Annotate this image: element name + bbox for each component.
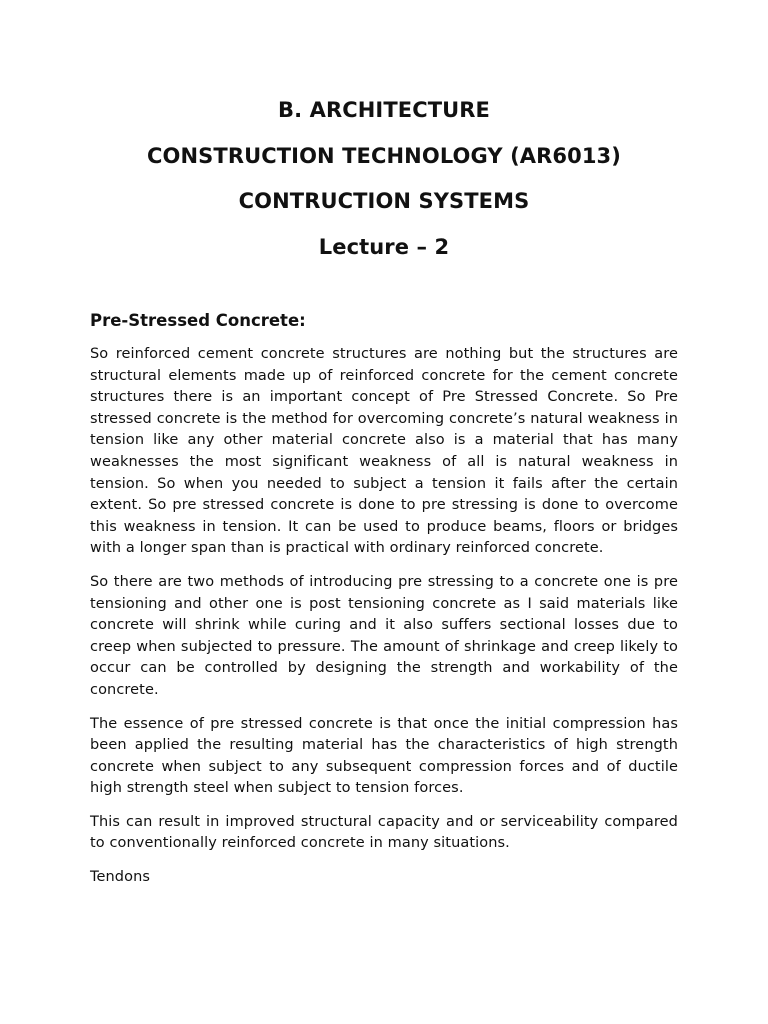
document-header xyxy=(0,88,768,270)
topic-heading: CONTRUCTION SYSTEMS xyxy=(238,189,530,213)
paragraph-essence: The essence of pre stressed concrete is that once the initial compression has been applied the resulting material has the characteristics of high strength concrete when subject to any subsequent compression forces and of ductile high strength steel when subject to tension forces. xyxy=(90,715,678,797)
paragraph-result: This can result in improved structural capacity and or serviceability compared to conventionally reinforced concrete in many situations. xyxy=(90,813,678,852)
paragraph-intro: So reinforced cement concrete structures are nothing but the structures are structural elements made up of reinforced concrete for the cement concrete structures there is an important concept of Pre Stressed Concrete. So Pre stressed concrete is the method for overcoming concrete’s natural weakness in tension like any other material concrete also is a material that has many weaknesses the most significant weakness of all is natural weakness in tension. So when you needed to subject a tension it fails after the certain extent. So pre stressed concrete is done to pre stressing is done to overcome this weakness in tension. It can be used to produce beams, floors or bridges with a longer span than is practical with ordinary reinforced concrete. xyxy=(90,346,678,557)
degree-heading: B. ARCHITECTURE xyxy=(278,98,490,122)
paragraph-methods: So there are two methods of introducing pre stressing to a concrete one is pre tensioning and other one is post tensioning concrete as I said materials like concrete will shrink while curing and it also suffers sectional losses due to creep when subjected to pressure. The amount of shrinkage and creep likely to occur can be controlled by designing the strength and workability of the concrete. xyxy=(90,573,678,698)
lecture-heading: Lecture – 2 xyxy=(318,234,450,259)
document-body xyxy=(90,306,678,901)
course-heading: CONSTRUCTION TECHNOLOGY (AR6013) xyxy=(147,143,621,168)
section-title: Pre-Stressed Concrete: xyxy=(90,311,306,330)
paragraph-tendons: Tendons xyxy=(90,869,151,886)
